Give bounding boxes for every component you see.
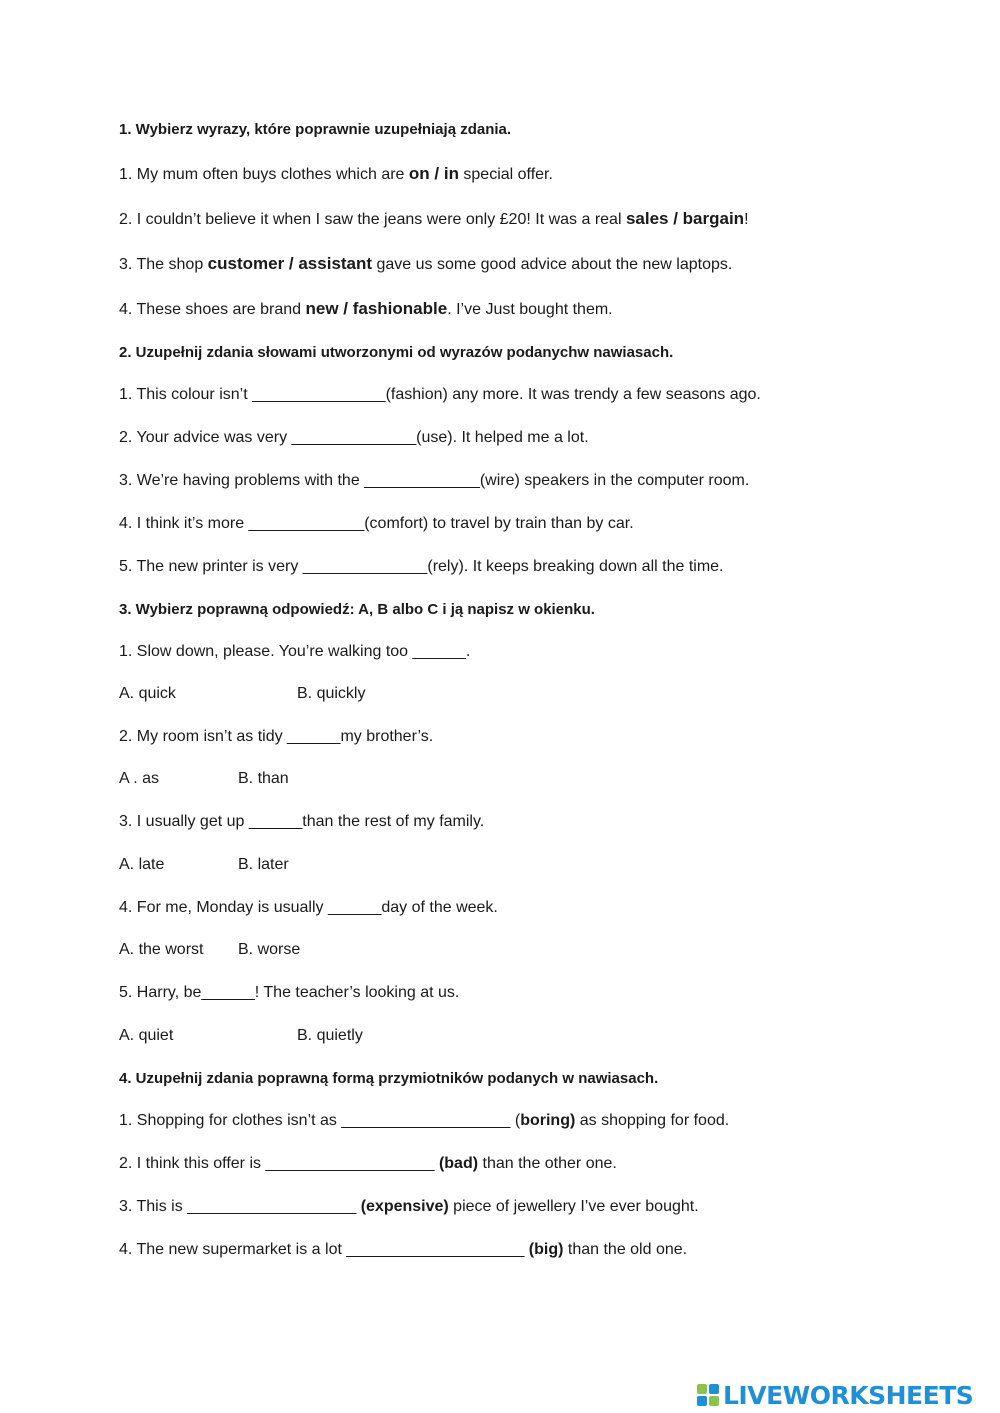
s1-2-post: !: [744, 211, 749, 228]
s4-3-post: piece of jewellery I’ve ever bought.: [448, 1198, 699, 1215]
s4-2-pre: 2. I think this offer is ___________________: [119, 1155, 439, 1172]
liveworksheets-logo-icon: [697, 1384, 719, 1406]
s1-1-options[interactable]: on / in: [408, 164, 459, 183]
s1-sentence-2: [119, 209, 749, 230]
s1-2-options[interactable]: sales / bargain: [625, 209, 745, 228]
s1-sentence-4: [119, 299, 613, 320]
s2-sentence-5[interactable]: 5. The new printer is very ______________(rely). It keeps breaking down all the time.: [119, 558, 724, 575]
s4-4-post: than the old one.: [563, 1241, 688, 1258]
s3-q1-option-a: A. quick: [119, 685, 176, 702]
s1-sentence-3: [119, 254, 732, 275]
s4-sentence-2[interactable]: [119, 1154, 617, 1174]
s4-sentence-4[interactable]: [119, 1240, 687, 1260]
s3-q5-option-b: B. quietly: [297, 1027, 363, 1044]
s2-sentence-4[interactable]: 4. I think it’s more _____________(comfort) to travel by train than by car.: [119, 515, 634, 532]
s1-2-pre: 2. I couldn’t believe it when I saw the jeans were only £20! It was a real: [119, 211, 626, 228]
s3-question-5[interactable]: 5. Harry, be______! The teacher’s looking at us.: [119, 984, 460, 1001]
s3-question-4[interactable]: 4. For me, Monday is usually ______day of the week.: [119, 899, 498, 916]
s1-3-post: gave us some good advice about the new laptops.: [372, 256, 733, 273]
s3-q5-option-a: A. quiet: [119, 1027, 174, 1044]
s4-sentence-1[interactable]: [119, 1111, 729, 1131]
s4-2-hint: (bad): [438, 1155, 479, 1172]
s4-1-pre: 1. Shopping for clothes isn’t as ___________________ (: [119, 1112, 521, 1129]
s1-4-post: . I’ve Just bought them.: [447, 301, 613, 318]
liveworksheets-logo: [697, 1380, 973, 1410]
s2-sentence-2[interactable]: 2. Your advice was very ______________(use). It helped me a lot.: [119, 429, 589, 446]
s1-4-pre: 4. These shoes are brand: [119, 301, 306, 318]
s3-q3-option-a: A. late: [119, 856, 165, 873]
s4-sentence-3[interactable]: [119, 1197, 699, 1217]
s3-q3-option-b: B. later: [238, 856, 289, 873]
s1-3-options[interactable]: customer / assistant: [207, 254, 373, 273]
s3-q2-option-a: A . as: [119, 770, 160, 787]
logo-text: LIVEWORKSHEETS: [723, 1380, 974, 1410]
s1-1-pre: 1. My mum often buys clothes which are: [119, 166, 409, 183]
s3-q4-option-b: B. worse: [238, 941, 301, 958]
s3-question-3[interactable]: 3. I usually get up ______than the rest of my family.: [119, 813, 485, 830]
s4-2-post: than the other one.: [478, 1155, 617, 1172]
s3-q1-option-b: B. quickly: [297, 685, 366, 702]
section-4-heading: 4. Uzupełnij zdania poprawną formą przymiotników podanych w nawiasach.: [119, 1070, 659, 1087]
s1-1-post: special offer.: [458, 166, 553, 183]
s2-sentence-1[interactable]: 1. This colour isn’t _______________(fashion) any more. It was trendy a few seasons ago.: [119, 386, 761, 403]
s1-4-options[interactable]: new / fashionable: [305, 299, 448, 318]
s4-4-hint: (big): [528, 1241, 564, 1258]
s3-question-1[interactable]: 1. Slow down, please. You’re walking too ______.: [119, 643, 471, 660]
section-1-heading: 1. Wybierz wyrazy, które poprawnie uzupełniają zdania.: [119, 121, 512, 138]
s3-q2-option-b: B. than: [238, 770, 289, 787]
s3-question-2[interactable]: 2. My room isn’t as tidy ______my brother’s.: [119, 728, 434, 745]
s3-q4-option-a: A. the worst: [119, 941, 204, 958]
s4-1-hint: boring): [520, 1112, 576, 1129]
s1-3-pre: 3. The shop: [119, 256, 208, 273]
s4-1-post: as shopping for food.: [575, 1112, 730, 1129]
section-2-heading: 2. Uzupełnij zdania słowami utworzonymi od wyrazów podanychw nawiasach.: [119, 344, 674, 361]
s4-4-pre: 4. The new supermarket is a lot ____________________: [119, 1241, 529, 1258]
s1-sentence-1: [119, 164, 553, 185]
s4-3-pre: 3. This is ___________________: [119, 1198, 361, 1215]
s4-3-hint: (expensive): [360, 1198, 449, 1215]
s2-sentence-3[interactable]: 3. We’re having problems with the _____________(wire) speakers in the computer room.: [119, 472, 750, 489]
section-3-heading: 3. Wybierz poprawną odpowiedź: A, B albo C i ją napisz w okienku.: [119, 601, 595, 618]
